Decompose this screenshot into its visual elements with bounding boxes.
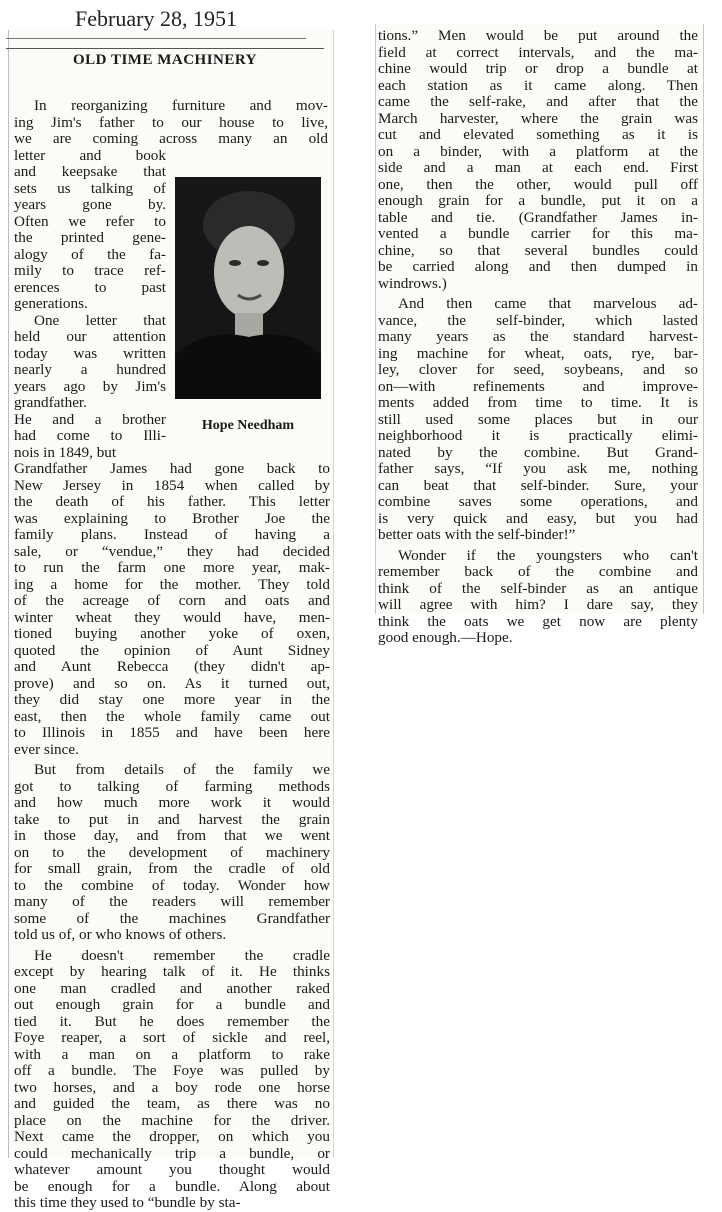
text-line: windrows.) (378, 274, 447, 292)
article-left-column (14, 461, 330, 1212)
text-line: better oats with the self-binder!” (378, 526, 576, 543)
text-line: ments added from time to time. It is (378, 394, 698, 411)
text-line: to Illinois in 1855 and have been here (14, 724, 330, 741)
text-line: neighborhood it is practically elimi- (378, 427, 698, 444)
text-line: Often we refer to (14, 212, 166, 230)
text-line: One letter that (34, 311, 166, 329)
text-line: today was written (14, 344, 166, 362)
text-line: tied it. But he does remember the (14, 1012, 330, 1030)
text-line: winter wheat they would have, men- (14, 608, 330, 626)
text-line: But from details of the family we (34, 761, 330, 778)
text-line: vance, the self-binder, which lasted (378, 311, 698, 329)
text-line: ever since. (14, 740, 79, 758)
text-line: think the oats we get now are plenty (378, 612, 698, 630)
text-line: each station as it came along. Then (378, 76, 698, 94)
text-line: to run the farm one more year, mak- (14, 559, 330, 576)
text-line: Next came the dropper, on which you (14, 1128, 330, 1145)
text-line: mily to trace ref- (14, 262, 166, 279)
text-line: generations. (14, 295, 88, 312)
text-line: years ago by Jim's (14, 377, 166, 395)
text-line: two horses, and a boy rode one horse (14, 1078, 330, 1096)
text-line: some of the machines Grandfather (14, 909, 330, 927)
text-line: and guided the team, as there was no (14, 1095, 330, 1112)
text-line: letter and book (14, 146, 166, 164)
text-line: with a man on a platform to rake (14, 1045, 330, 1063)
text-line: on—with refinements and improve- (378, 377, 698, 395)
text-line: got to talking of farming methods (14, 777, 330, 795)
text-line: sets us talking of (14, 179, 166, 197)
text-line: many years as the standard harvest- (378, 328, 698, 345)
text-line: side and a man at each end. First (378, 159, 698, 176)
text-line: could mechanically trip a bundle, or (14, 1144, 330, 1162)
text-line: Wonder if the youngsters who can't (398, 546, 698, 564)
text-line: ing Jim's father to our house to live, (14, 113, 328, 131)
text-line: And then came that marvelous ad- (398, 295, 698, 312)
text-line: nated by the combine. But Grand- (378, 443, 698, 461)
text-line: we are coming across many an old (14, 130, 328, 147)
text-line: In reorganizing furniture and mov- (34, 97, 328, 114)
text-line: the printed gene- (14, 229, 166, 246)
text-line: this time they used to “bundle by sta- (14, 1194, 241, 1211)
text-line: chine would trip or drop a bundle at (378, 60, 698, 77)
text-line: grandfather. (14, 394, 87, 411)
text-line: enough grain for a bundle, put it on a (378, 192, 698, 209)
text-line: ley, clover for seed, soybeans, and so (378, 361, 698, 378)
text-line: chine, so that several bundles could (378, 241, 698, 259)
text-line: and Aunt Rebecca (they didn't ap- (14, 658, 330, 675)
dateline: February 28, 1951 (6, 2, 306, 39)
text-line: many of the readers will remember (14, 893, 330, 910)
text-line: except by hearing talk of it. He thinks (14, 963, 330, 980)
text-line: for small grain, from the cradle of old (14, 860, 330, 877)
text-line: came the self-rake, and after that the (378, 93, 698, 110)
text-line: told us of, or who knows of others. (14, 926, 227, 943)
text-line: prove) and so on. As it turned out, (14, 674, 330, 692)
photo-caption: Hope Needham (201, 418, 295, 433)
author-photo (175, 177, 321, 399)
text-line: take to put in and harvest the grain (14, 810, 330, 828)
text-line: and how much more work it would (14, 794, 330, 811)
text-line: off a bundle. The Foye was pulled by (14, 1062, 330, 1079)
text-line: father says, “If you ask me, nothing (378, 460, 698, 477)
text-line: He and a brother (14, 410, 166, 428)
text-line: whatever amount you thought would (14, 1161, 330, 1178)
text-line: held our attention (14, 328, 166, 345)
text-line: sale, or “vendue,” they had decided (14, 542, 330, 560)
text-line: had come to Illi- (14, 427, 166, 444)
text-line: tioned buying another yoke of oxen, (14, 625, 330, 642)
text-line: place on the machine for the driver. (14, 1111, 330, 1129)
text-line: on to the development of machinery (14, 843, 330, 861)
headline: OLD TIME MACHINERY (6, 48, 324, 71)
text-line: is very quick and easy, but you had (378, 509, 698, 527)
text-line: Foye reaper, a sort of sickle and reel, (14, 1029, 330, 1046)
text-line: family plans. Instead of having a (14, 526, 330, 543)
text-line: of the acreage of corn and oats and (14, 592, 330, 609)
text-line: nois in 1849, but (14, 443, 117, 461)
text-line: alogy of the fa- (14, 245, 166, 263)
text-line: erences to past (14, 278, 166, 296)
text-line: they did stay one more year in the (14, 691, 330, 708)
text-line: be enough for a bundle. Along about (14, 1177, 330, 1195)
text-line: one man cradled and another raked (14, 979, 330, 997)
text-line: ing machine for wheat, oats, rye, bar- (378, 344, 698, 362)
text-line: will agree with him? I dare say, they (378, 596, 698, 613)
text-line: was explaining to Brother Joe the (14, 509, 330, 527)
text-line: the death of his father. This letter (14, 493, 330, 510)
text-line: quoted the opinion of Aunt Sidney (14, 641, 330, 659)
text-line: ing a home for the mother. They told (14, 575, 330, 593)
text-line: east, then the whole family came out (14, 707, 330, 725)
text-line: combine saves some operations, and (378, 493, 698, 510)
text-line: out enough grain for a bundle and (14, 996, 330, 1013)
text-line: cut and elevated something as it is (378, 126, 698, 143)
text-line: in those day, and from that we went (14, 827, 330, 844)
text-line: still used some places but in our (378, 410, 698, 428)
text-line: good enough.—Hope. (378, 629, 513, 646)
text-line: nearly a hundred (14, 361, 166, 378)
text-line: can beat that self-binder. Sure, your (378, 476, 698, 494)
text-line: Grandfather James had gone back to (14, 460, 330, 477)
text-line: field at correct intervals, and the ma- (378, 43, 698, 61)
text-line: be carried along and then dumped in (378, 258, 698, 275)
text-line: years gone by. (14, 196, 166, 213)
text-line: New Jersey in 1854 when called by (14, 476, 330, 494)
text-line: think of the self-binder as an antique (378, 579, 698, 597)
text-line: He doesn't remember the cradle (34, 946, 330, 964)
text-line: to the combine of today. Wonder how (14, 876, 330, 894)
text-line: tions.” Men would be put around the (378, 27, 698, 44)
article-right-column (378, 28, 698, 647)
text-line: remember back of the combine and (378, 563, 698, 580)
text-line: and keepsake that (14, 163, 166, 180)
text-line: table and tie. (Grandfather James in- (378, 208, 698, 226)
text-line: vented a bundle carrier for this ma- (378, 225, 698, 242)
text-line: one, then the other, would pull off (378, 175, 698, 193)
text-line: on a binder, with a platform at the (378, 142, 698, 160)
text-line: March harvester, where the grain was (378, 109, 698, 127)
